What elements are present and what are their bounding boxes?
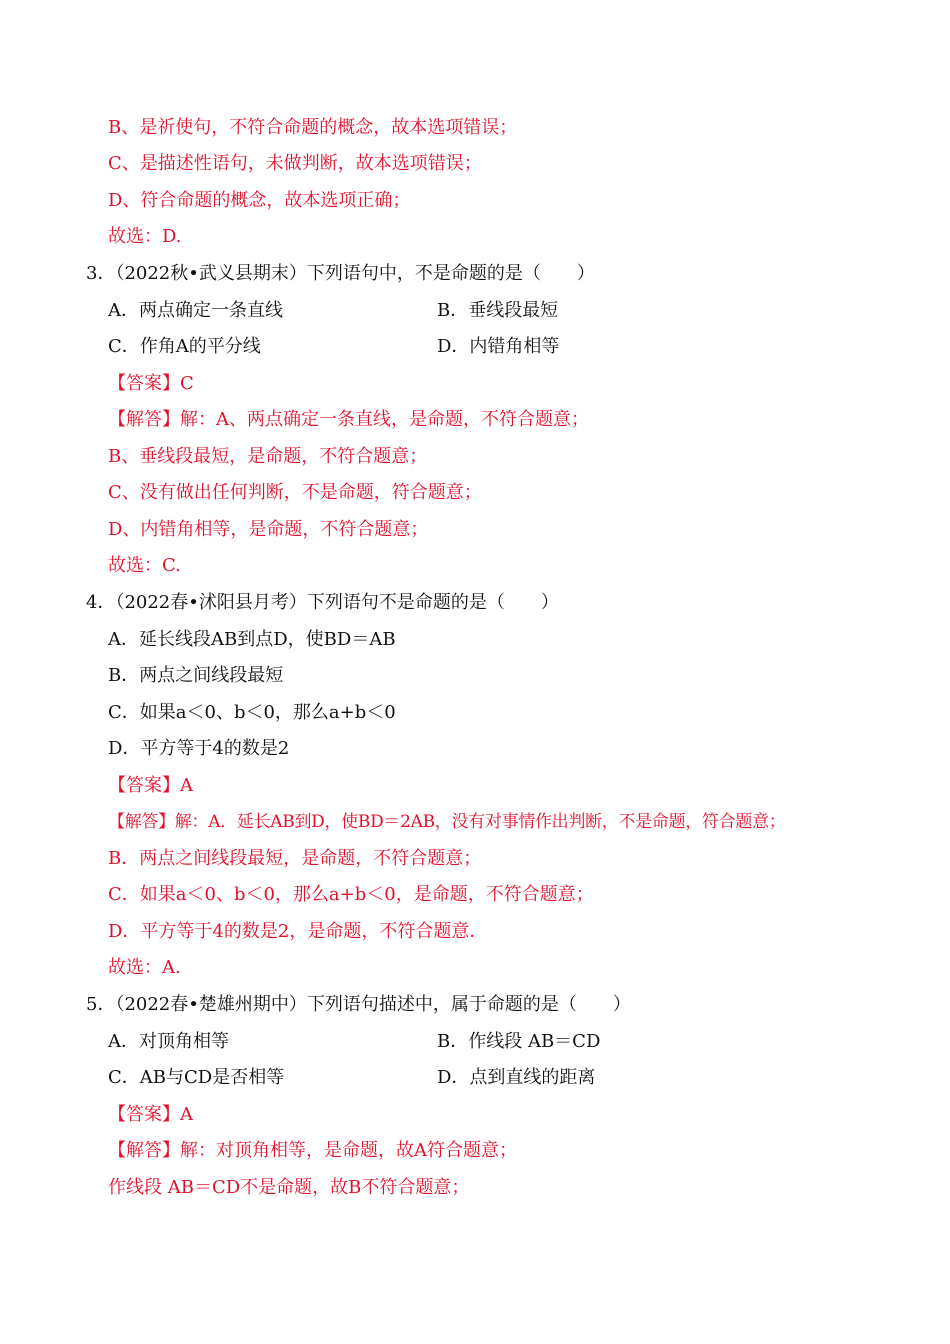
- q4-answer: 【答案】A: [108, 775, 193, 796]
- q5-option-b: B．作线段 AB＝CD: [437, 1031, 601, 1052]
- q3-solution-line: 【解答】解：A、两点确定一条直线，是命题，不符合题意；: [108, 409, 589, 430]
- q3-solution-line: B、垂线段最短，是命题，不符合题意；: [108, 446, 428, 467]
- q3-option-a: A．两点确定一条直线: [108, 300, 283, 321]
- q3-option-c: C．作角A的平分线: [108, 336, 261, 357]
- q4-solution-line: 【解答】解：A．延长AB到D，使BD＝2AB，没有对事情作出判断，不是命题，符合题意；: [108, 812, 786, 832]
- q3-solution-choice: 故选：C.: [108, 555, 181, 576]
- prev-solution-choice: 故选：D.: [108, 226, 182, 247]
- q4-option-a: A．延长线段AB到点D，使BD＝AB: [108, 629, 396, 650]
- prev-solution-d: D、符合命题的概念，故本选项正确；: [108, 190, 411, 211]
- q4-option-c: C．如果a＜0、b＜0，那么a+b＜0: [108, 702, 396, 723]
- q5-option-a: A．对顶角相等: [108, 1031, 229, 1052]
- q4-solution-line: C．如果a＜0、b＜0，那么a+b＜0，是命题，不符合题意；: [108, 884, 594, 905]
- q5-answer: 【答案】A: [108, 1104, 193, 1125]
- q3-option-b: B．垂线段最短: [437, 300, 559, 321]
- q4-stem: 4．（2022春•沭阳县月考）下列语句不是命题的是（ ）: [86, 592, 559, 613]
- q4-solution-line: D．平方等于4的数是2，是命题，不符合题意．: [108, 921, 488, 942]
- q5-option-d: D．点到直线的距离: [437, 1067, 596, 1088]
- q3-stem: 3．（2022秋•武义县期末）下列语句中，不是命题的是（ ）: [86, 263, 595, 284]
- q5-solution-line: 【解答】解：对顶角相等，是命题，故A符合题意；: [108, 1140, 517, 1161]
- prev-solution-b: B、是祈使句，不符合命题的概念，故本选项错误；: [108, 117, 518, 138]
- q3-answer: 【答案】C: [108, 373, 194, 394]
- q4-option-d: D．平方等于4的数是2: [108, 738, 290, 759]
- q5-solution-line: 作线段 AB＝CD不是命题，故B不符合题意；: [108, 1177, 470, 1198]
- q5-option-c: C．AB与CD是否相等: [108, 1067, 285, 1088]
- q4-solution-choice: 故选：A.: [108, 957, 181, 978]
- q3-solution-line: D、内错角相等，是命题，不符合题意；: [108, 519, 429, 540]
- q3-solution-line: C、没有做出任何判断，不是命题，符合题意；: [108, 482, 482, 503]
- q4-option-b: B．两点之间线段最短: [108, 665, 284, 686]
- q3-option-d: D．内错角相等: [437, 336, 560, 357]
- q5-stem: 5．（2022春•楚雄州期中）下列语句描述中，属于命题的是（ ）: [86, 994, 631, 1015]
- prev-solution-c: C、是描述性语句，未做判断，故本选项错误；: [108, 153, 482, 174]
- q4-solution-line: B．两点之间线段最短，是命题，不符合题意；: [108, 848, 482, 869]
